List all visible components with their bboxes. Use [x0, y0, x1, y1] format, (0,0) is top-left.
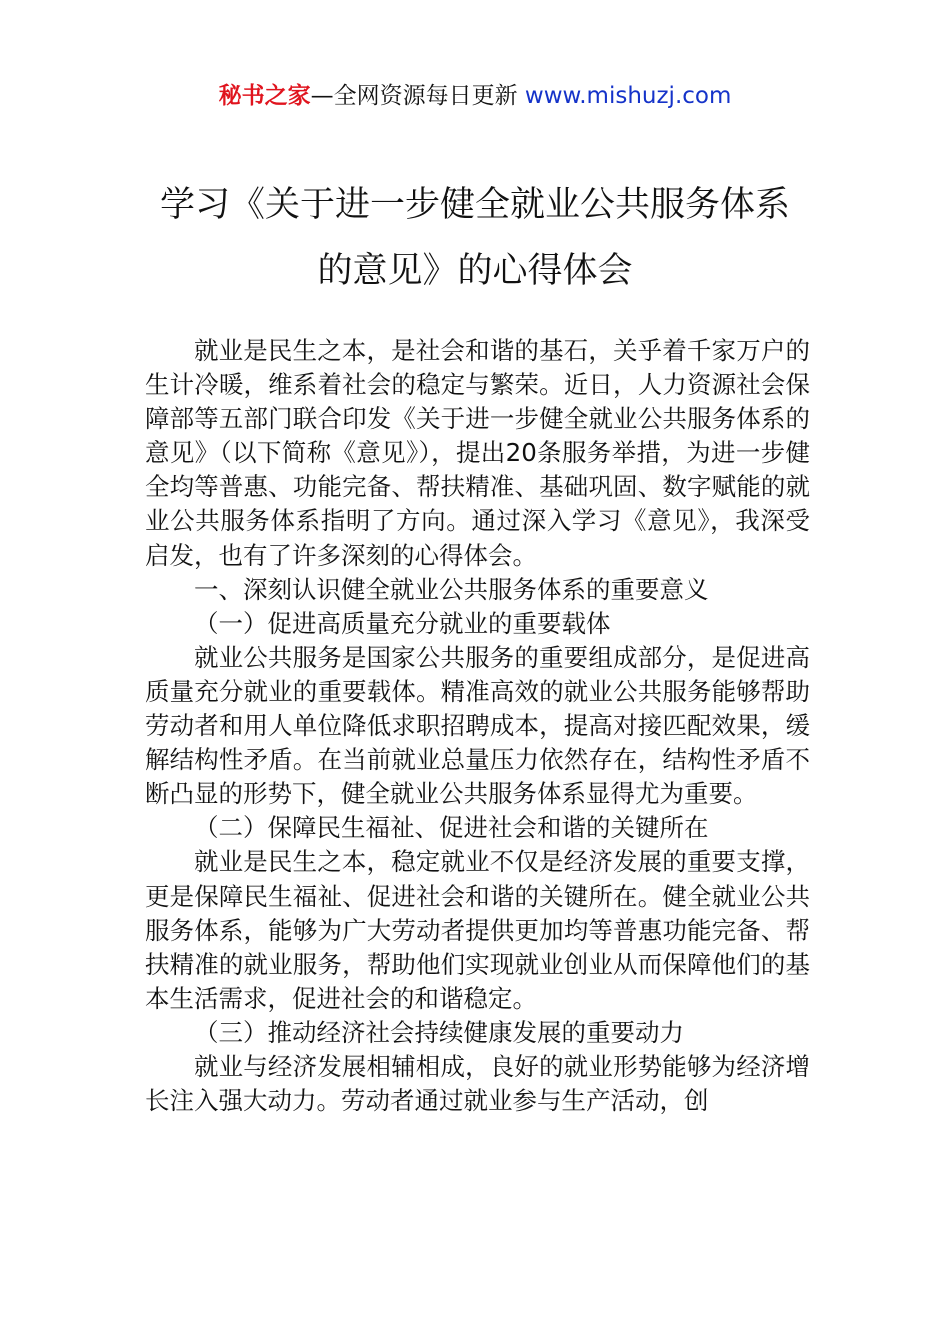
body-paragraph-1: 就业公共服务是国家公共服务的重要组成部分，是促进高质量充分就业的重要载体。精准高效的就业公共服务能够帮助劳动者和用人单位降低求职招聘成本，提高对接匹配效果，缓解结构性矛盾。在当前就业总量压力依然存在，结构性矛盾不断凸显的形势下，健全就业公共服务体系显得尤为重要。: [145, 642, 810, 809]
header-tagline: —全网资源每日更新: [310, 83, 525, 109]
body-paragraph-2: 就业是民生之本，稳定就业不仅是经济发展的重要支撑，更是保障民生福祉、促进社会和谐的关键所在。健全就业公共服务体系，能够为广大劳动者提供更加均等普惠功能完备、帮扶精准的就业服务，帮助他们实现就业创业从而保障他们的基本生活需求，促进社会的和谐稳定。: [145, 847, 810, 1013]
brand-name: 秘书之家: [218, 83, 311, 109]
document-title: [100, 172, 850, 304]
site-url[interactable]: www.mishuzj.com: [524, 83, 732, 109]
subsection-heading-2: （二）保障民生福祉、促进社会和谐的关键所在: [194, 813, 709, 843]
body-paragraph-3: 就业与经济发展相辅相成，良好的就业形势能够为经济增长注入强大动力。劳动者通过就业参与生产活动，创: [145, 1051, 810, 1116]
subsection-heading-1: （一）促进高质量充分就业的重要载体: [194, 608, 611, 638]
section-heading-1: 一、深刻认识健全就业公共服务体系的重要意义: [194, 574, 709, 604]
site-header: [0, 80, 950, 112]
body-paragraph-intro: 就业是民生之本，是社会和谐的基石，关乎着千家万户的生计冷暖，维系着社会的稳定与繁荣。近日，人力资源社会保障部等五部门联合印发《关于进一步健全就业公共服务体系的意见》（以下简称《意见》），提出20条服务举措，为进一步健全均等普惠、功能完备、帮扶精准、基础巩固、数字赋能的就业公共服务体系指明了方向。通过深入学习《意见》，我深受启发，也有了许多深刻的心得体会。: [145, 336, 810, 570]
document-body: [145, 334, 810, 1118]
title-line-1: 学习《关于进一步健全就业公共服务体系: [159, 185, 790, 225]
subsection-heading-3: （三）推动经济社会持续健康发展的重要动力: [194, 1017, 684, 1047]
title-line-2: 的意见》的心得体会: [317, 251, 633, 291]
